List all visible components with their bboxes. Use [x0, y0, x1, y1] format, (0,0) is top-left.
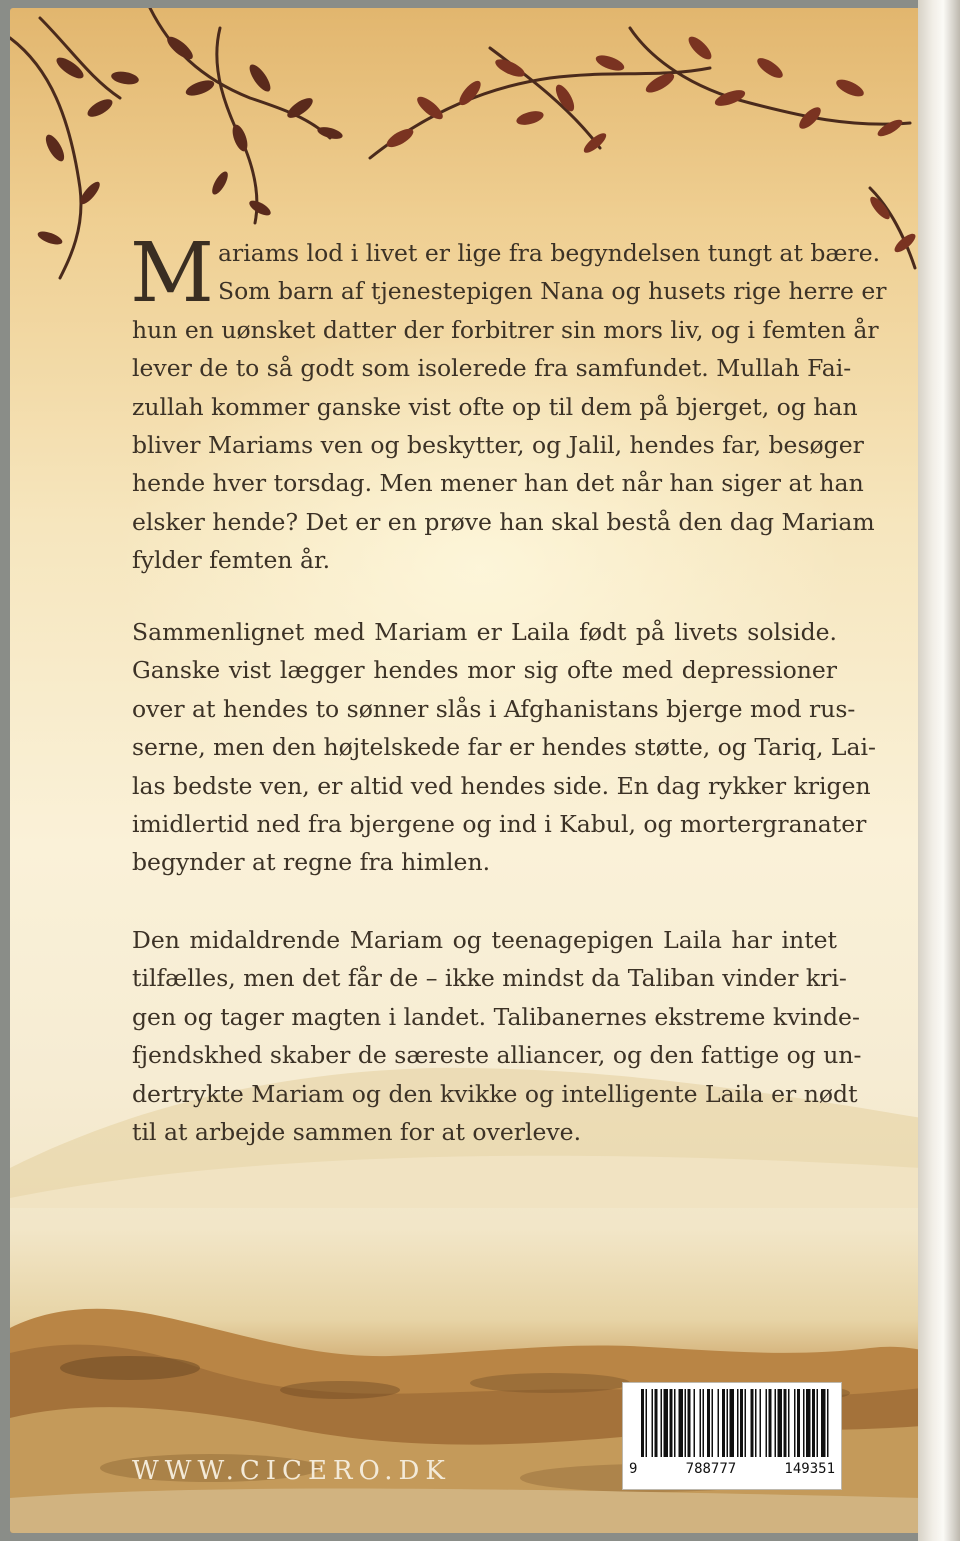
- barcode-bar: [740, 1389, 743, 1457]
- barcode-bar: [727, 1389, 729, 1457]
- barcode-bar: [641, 1389, 644, 1457]
- text-line: Sammenlignet med Mariam er Laila født på livets solside.: [132, 618, 837, 646]
- barcode-digit-group: 149351: [784, 1461, 835, 1477]
- barcode-bar: [737, 1389, 739, 1457]
- barcode-bar: [652, 1389, 654, 1457]
- barcode-bar: [760, 1389, 762, 1457]
- text-line: fylder femten år.: [132, 546, 331, 575]
- barcode-bar: [722, 1389, 725, 1457]
- barcode-bar: [775, 1389, 777, 1457]
- barcode-bar: [806, 1389, 811, 1457]
- barcode-bar: [694, 1389, 696, 1457]
- barcode-bar: [778, 1389, 783, 1457]
- barcode-digit-group: 9: [629, 1461, 638, 1477]
- text-line: zullah kommer ganske vist ofte op til dem på bjerget, og han: [132, 392, 858, 421]
- text-line: las bedste ven, er altid ved hendes side. En dag rykker krigen: [132, 771, 871, 800]
- barcode-bar: [718, 1389, 720, 1457]
- synopsis-paragraph-3: [132, 921, 862, 1151]
- drop-cap-letter: M: [130, 226, 214, 321]
- barcode-bar: [788, 1389, 790, 1457]
- book-back-cover: [10, 8, 922, 1533]
- barcode-bar: [794, 1389, 796, 1457]
- text-line: elsker hende? Det er en prøve han skal bestå den dag Mariam: [132, 507, 875, 536]
- barcode-bar: [707, 1389, 710, 1457]
- text-line: Som barn af tjenestepigen Nana og husets rige herre er: [217, 277, 887, 306]
- barcode-bar: [797, 1389, 800, 1457]
- barcode-bar: [661, 1389, 663, 1457]
- text-line: gen og tager magten i landet. Talibanernes ekstreme kvinde-: [132, 1002, 860, 1031]
- barcode-digit-group: 788777: [685, 1461, 737, 1477]
- barcode-bar: [745, 1389, 747, 1457]
- barcode-bar: [685, 1389, 687, 1457]
- barcode-bar: [803, 1389, 805, 1457]
- barcode-bar: [655, 1389, 658, 1457]
- publisher-website: WWW.CICERO.DK: [132, 1456, 451, 1486]
- text-line: fjendskhed skaber de særeste alliancer, og den fattige og un-: [132, 1041, 862, 1070]
- barcode-bar: [700, 1389, 702, 1457]
- text-line: bliver Mariams ven og beskytter, og Jalil, hendes far, besøger: [132, 431, 864, 460]
- text-line: dertrykte Mariam og den kvikke og intelligente Laila er nødt: [132, 1079, 858, 1108]
- synopsis-paragraph-1: [130, 226, 887, 580]
- barcode-bar: [688, 1389, 691, 1457]
- text-line: hun en uønsket datter der forbitrer sin mors liv, og i femten år: [132, 315, 879, 344]
- synopsis-paragraph-2: [132, 613, 876, 882]
- text-line: serne, men den højtelskede far er hendes støtte, og Tariq, Lai-: [132, 733, 876, 762]
- barcode-bar: [827, 1389, 829, 1457]
- barcode-bar: [784, 1389, 787, 1457]
- barcode-bar: [703, 1389, 705, 1457]
- barcode-bar: [769, 1389, 772, 1457]
- barcode-bar: [766, 1389, 768, 1457]
- text-line: imidlertid ned fra bjergene og ind i Kabul, og mortergranater: [132, 810, 867, 839]
- text-line: ariams lod i livet er lige fra begyndelsen tungt at bære.: [217, 239, 881, 267]
- text-line: til at arbejde sammen for at overleve.: [132, 1118, 582, 1147]
- barcode-bar: [812, 1389, 815, 1457]
- barcode-bar: [679, 1389, 684, 1457]
- text-line: lever de to så godt som isolerede fra samfundet. Mullah Fai-: [132, 354, 852, 383]
- barcode-bar: [712, 1389, 714, 1457]
- barcode-digits: [629, 1461, 835, 1477]
- barcode-bar: [730, 1389, 735, 1457]
- barcode-bar: [670, 1389, 673, 1457]
- barcode-bar: [674, 1389, 676, 1457]
- barcode-bar: [646, 1389, 648, 1457]
- barcode-bar: [817, 1389, 819, 1457]
- barcode-bars: [623, 1383, 841, 1463]
- text-line: Ganske vist lægger hendes mor sig ofte med depressioner: [132, 656, 837, 685]
- text-line: begynder at regne fra himlen.: [132, 848, 491, 877]
- text-line: over at hendes to sønner slås i Afghanistans bjerge mod rus-: [132, 694, 856, 723]
- barcode-bar: [751, 1389, 754, 1457]
- text-line: hende hver torsdag. Men mener han det når han siger at han: [132, 469, 864, 498]
- isbn-barcode: [622, 1382, 842, 1490]
- barcode-bar: [821, 1389, 826, 1457]
- barcode-bar: [755, 1389, 757, 1457]
- text-line: Den midaldrende Mariam og teenagepigen Laila har intet: [132, 926, 837, 954]
- cover-edge: [918, 0, 960, 1541]
- text-line: tilfælles, men det får de – ikke mindst da Taliban vinder kri-: [132, 964, 847, 993]
- barcode-bar: [664, 1389, 669, 1457]
